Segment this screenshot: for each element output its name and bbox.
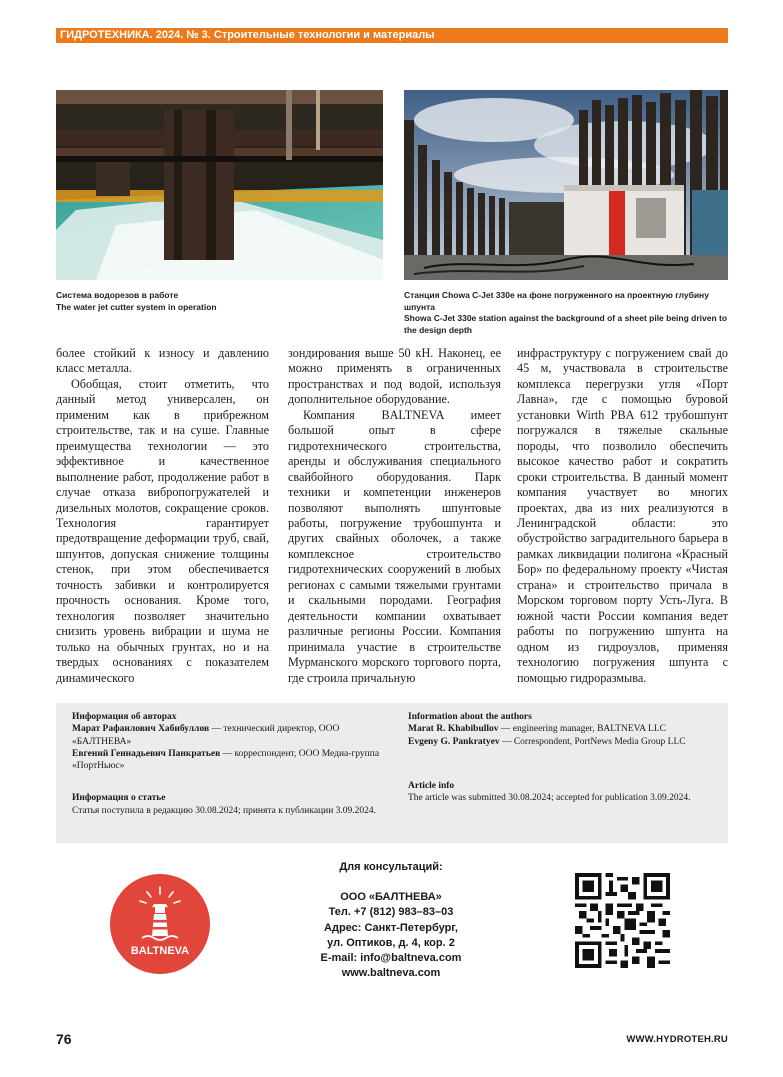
article-text-en: The article was submitted 30.08.2024; accepted for publication 3.09.2024. xyxy=(408,793,691,804)
article-column-3 xyxy=(517,346,728,686)
article-heading-ru: Информация о статье xyxy=(72,793,166,804)
author2-ru: Евгений Геннадьевич Панкратьев — корреспондент, ООО Медиа-группа «ПортНьюс» xyxy=(72,748,380,772)
baltneva-logo xyxy=(110,874,210,974)
contact-title: Для консультаций: xyxy=(339,861,443,873)
info-en xyxy=(408,711,723,804)
journal-header: ГИДРОТЕХНИКА. 2024. № 3. Строительные технологии и материалы xyxy=(56,28,728,43)
qr-code[interactable] xyxy=(575,873,670,968)
left-caption-ru: Система водорезов в работе xyxy=(56,290,179,300)
author-info-box xyxy=(56,703,728,843)
article-heading-en: Article info xyxy=(408,780,455,791)
article-column-1 xyxy=(56,346,269,686)
article-text-ru: Статья поступила в редакцию 30.08.2024; принята к публикации 3.09.2024. xyxy=(72,805,377,816)
paragraph: более стойкий к износу и давлению класс металла. xyxy=(56,346,269,376)
authors-heading-en: Information about the authors xyxy=(408,712,532,722)
paragraph: инфраструктуру с погружением свай до 45 м, участвовала в строительстве комплекса перегрузки угля «Порт Лавна», где с помощью буровой установки Wirth PBA 612 трубошпунт погружался в тяжелые скальные породы, что позволило обеспечить высокое качество работ и сократить сроки строительства. В данный момент компания участвует во многих проектах, два из них реализуются в Ленинградской области: это обустройство заградительного барьера в рамках ликвидации полигона «Красный Бор» по федеральному проекту «Чистая страна» и строительство причала в Морском торговом порту Усть-Луга. В южной части России компания ведет работы по погружению шпунта на одном из гидроузлов, применяя технологию погружения шпунта с помощью гидроразмыва. xyxy=(517,346,728,685)
paragraph: Обобщая, стоит отметить, что данный метод универсален, он применим как в прибрежном строительстве, так и на суше. Главные преимущества технологии — это эффективное и качественное выполнение работ, продолжение работ в случае отказа вибропогружателей и дизельных молотов, сокращение сроков. Технология гарантирует предотвращение деформации труб, свай, шпунтов, допуская снижение толщины стенок, при этом обеспечивается точность забивки и контролируется прочность основания. Кроме того, технология позволяет значительно снизить уровень вибрации и шума не только на обычных грунтах, но и на твердых основаниях с показателем динамического xyxy=(56,376,269,685)
website-link[interactable]: www.baltneva.com xyxy=(341,967,441,980)
water-jet-photo xyxy=(56,90,383,280)
phone: Тел. +7 (812) 983–83–03 xyxy=(328,906,454,919)
authors-heading-ru: Информация об авторах xyxy=(72,712,177,722)
author2-en: Evgeny G. Pankratyev — Correspondent, PortNews Media Group LLC xyxy=(408,736,686,747)
cjet-station-photo xyxy=(404,90,728,280)
paragraph: Компания BALTNEVA имеет большой опыт в сфере гидротехнического строительства, аренды и обслуживания специального свайбойного оборудования. Парк техники и компетенции инженеров позволяют выполнять шпунтовые работы, погружение трубошпунта и других свайных оболочек, а также комплексное строительство гидротехнических сооружений в любых регионах с самыми тяжелыми грунтами и скальными породами. География деятельности компании охватывает различные регионы России. Компания принимала участие в строительстве Мурманского морского торгового порта, где строила причальную xyxy=(288,407,501,685)
info-ru xyxy=(72,711,387,817)
email-link[interactable]: E-mail: info@baltneva.com xyxy=(320,952,462,965)
right-photo-caption xyxy=(404,290,728,336)
logo-text: BALTNEVA xyxy=(130,945,190,957)
right-caption-ru: Станция Chowa C-Jet 330e на фоне погруженного на проектную глубину шпунта xyxy=(404,290,709,312)
article-column-2 xyxy=(288,346,501,686)
page-number: 76 xyxy=(56,1031,72,1047)
author1-en: Marat R. Khabibullov — engineering manager, BALTNEVA LLC xyxy=(408,724,666,735)
journal-website[interactable]: WWW.HYDROTEH.RU xyxy=(626,1034,728,1045)
contact-block xyxy=(300,860,482,981)
address-line-2: ул. Оптиков, д. 4, кор. 2 xyxy=(327,936,455,949)
right-caption-en: Showa C-Jet 330e station against the background of a sheet pile being driven to the design depth xyxy=(404,313,728,335)
left-photo-caption xyxy=(56,290,383,313)
author1-ru: Марат Рафаилович Хабибуллов — технический директор, ООО «БАЛТНЕВА» xyxy=(72,724,340,747)
company-name: ООО «БАЛТНЕВА» xyxy=(340,891,442,904)
address-line-1: Адрес: Санкт-Петербург, xyxy=(324,921,458,934)
paragraph: зондирования выше 50 кН. Наконец, ее можно применять в ограниченных пространствах и под водой, используя дополнительное оборудование. xyxy=(288,346,501,407)
left-caption-en: The water jet cutter system in operation xyxy=(56,301,217,312)
